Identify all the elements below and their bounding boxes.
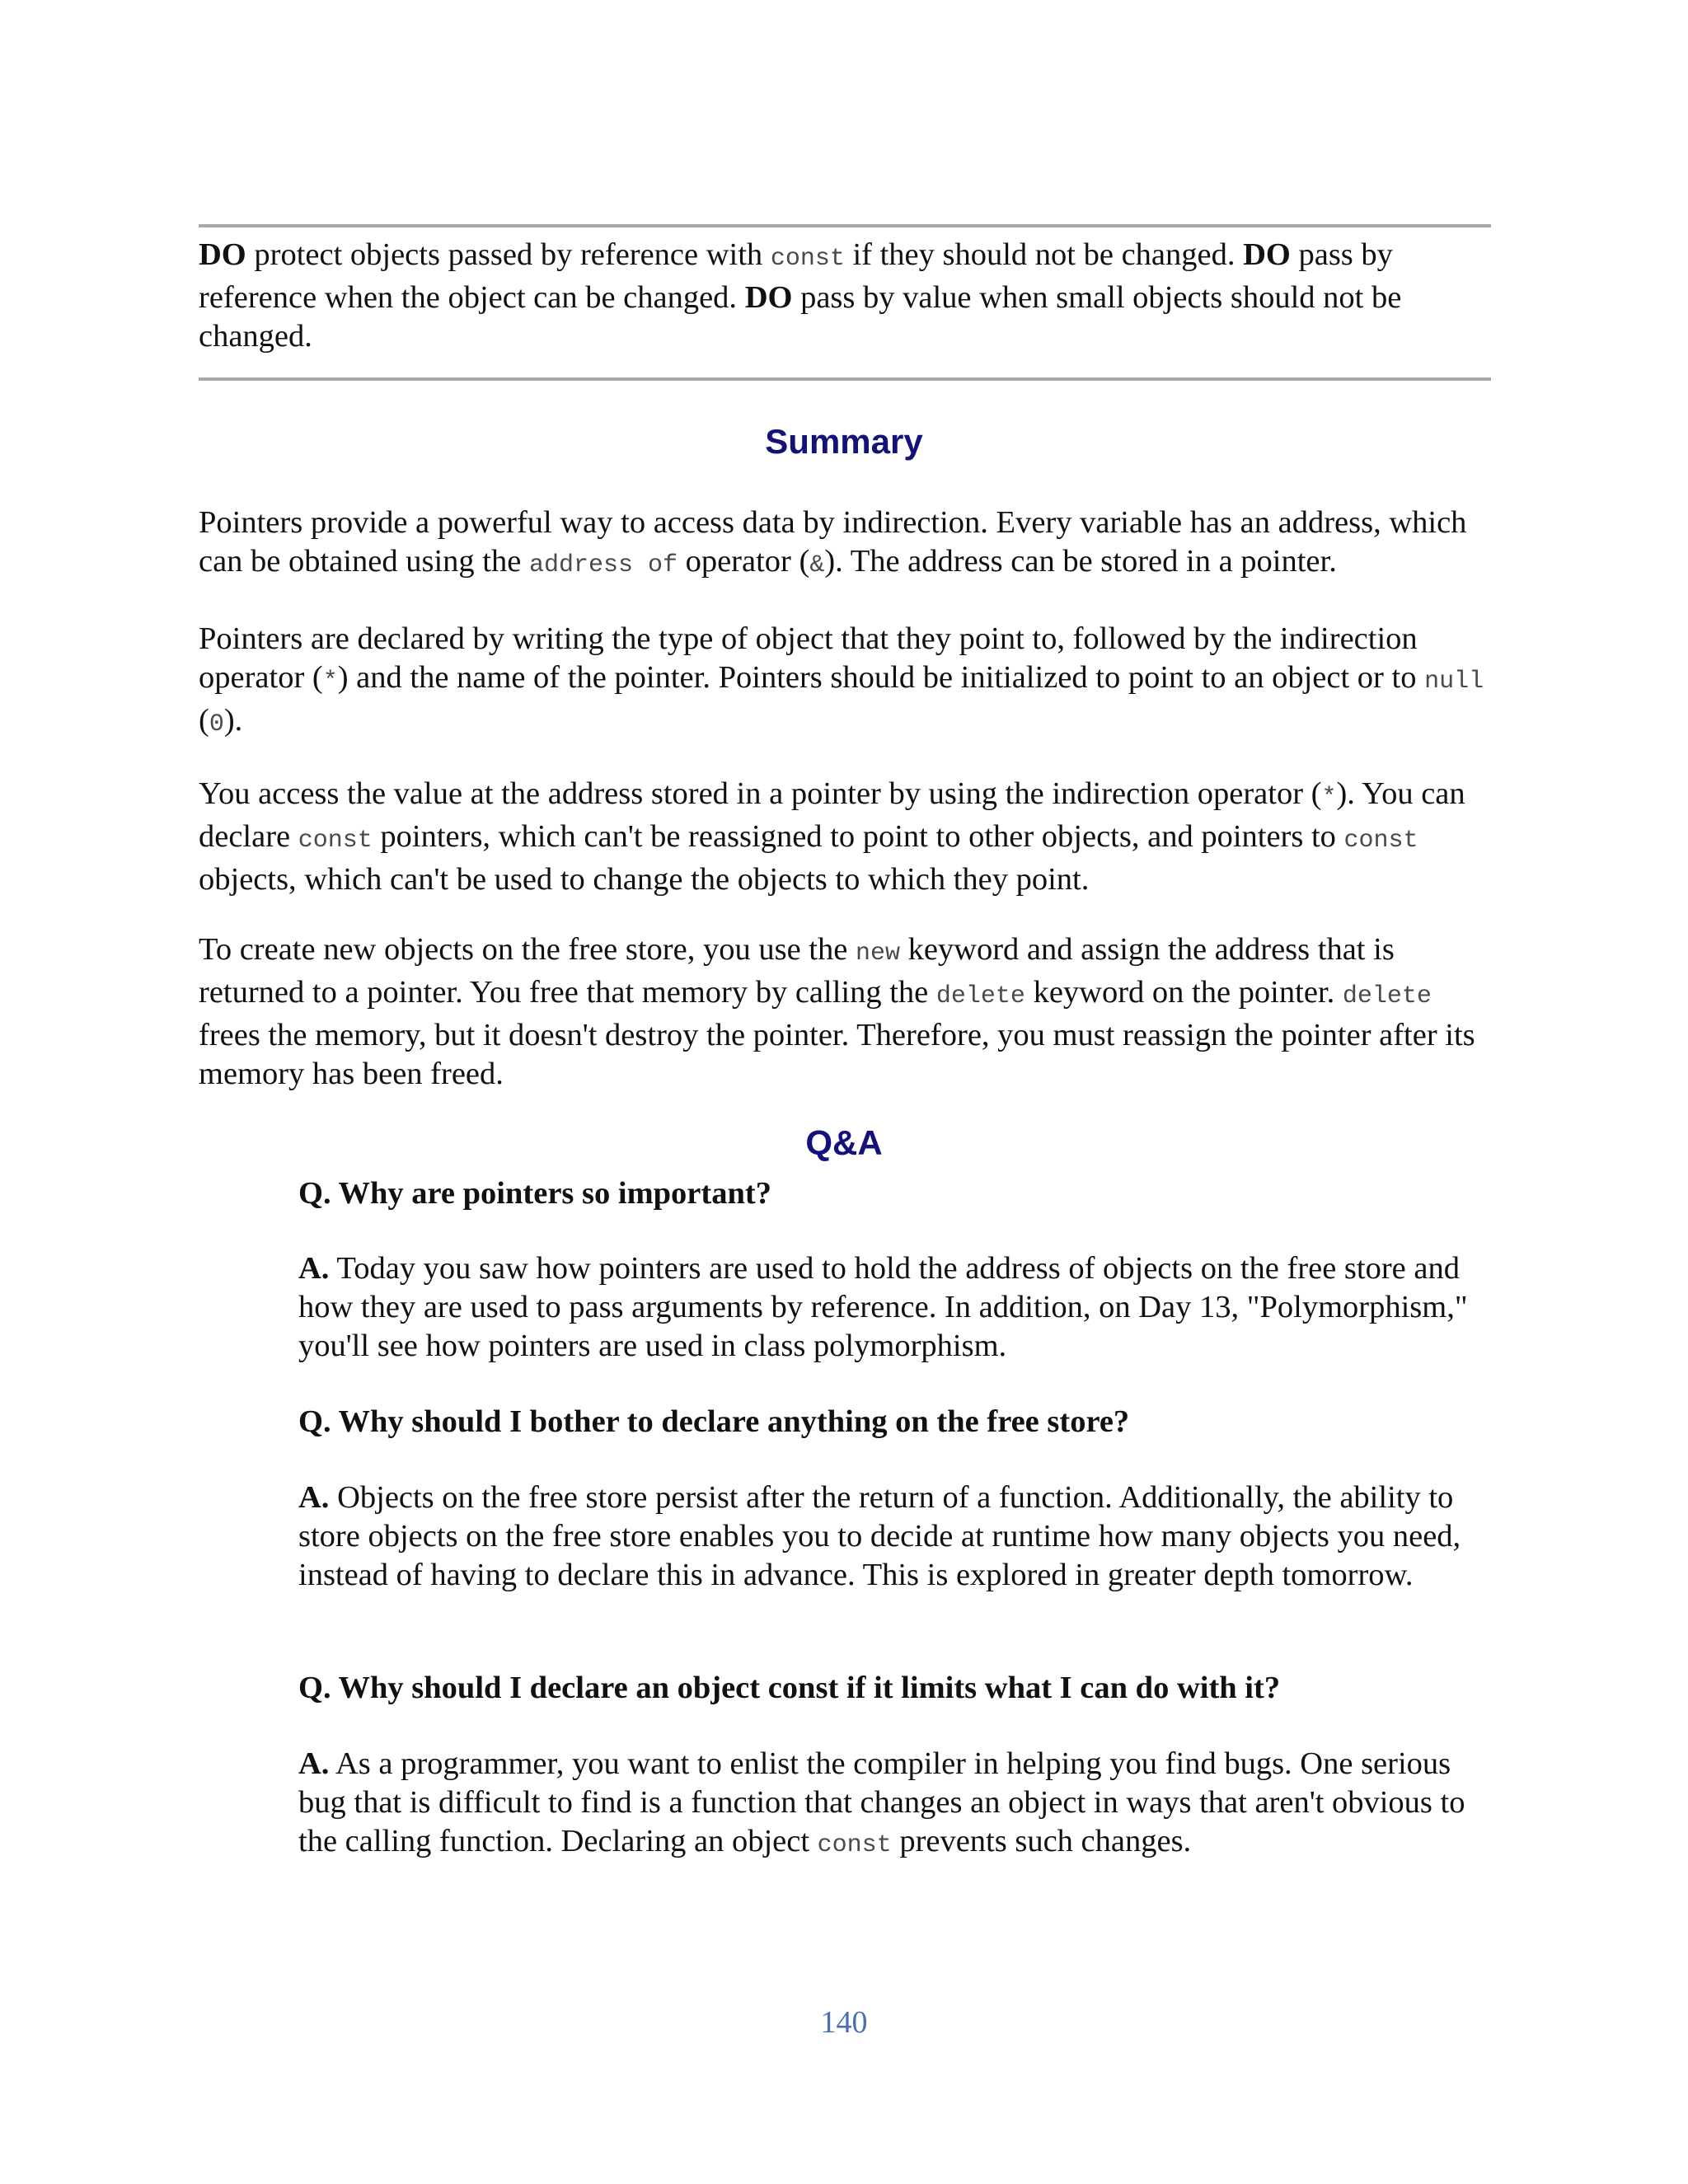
summary-paragraph-1: Pointers provide a powerful way to access data by indirection. Every variable has an address, which can be obtained using the address of operator (&). The address can be stored in a pointer. (199, 505, 1467, 579)
code-asterisk: * (322, 668, 338, 696)
code-const: const (298, 827, 373, 855)
answer-3: A. As a programmer, you want to enlist the compiler in helping you find bugs. One serious bug that is difficult to find is a function that changes an object in ways that aren't obvious to the calling function. Declaring an object const prevents such changes. (298, 1746, 1465, 1859)
do-label: DO (744, 280, 793, 315)
summary-paragraph-2: Pointers are declared by writing the type of object that they point to, followed by the indirection operator (*) and the name of the pointer. Pointers should be initialized to point to an object or to null (0). (199, 621, 1484, 738)
page-number: 140 (820, 2005, 868, 2040)
code-ampersand: & (809, 551, 825, 579)
code-asterisk: * (1321, 784, 1337, 812)
summary-paragraph-3: You access the value at the address stored in a pointer by using the indirection operator (*). You can declare const pointers, which can't be reassigned to point to other objects, and pointers to const objects, which can't be used to change the objects to which they point. (199, 776, 1465, 897)
summary-heading: Summary (765, 422, 923, 461)
summary-paragraph-4: To create new objects on the free store, you use the new keyword and assign the address that is returned to a pointer. You free that memory by calling the delete keyword on the pointer. delete frees the memory, but it doesn't destroy the pointer. Therefore, you must reassign the pointer after its memory has been freed. (199, 932, 1475, 1091)
code-delete: delete (935, 982, 1025, 1010)
code-const: const (1343, 827, 1418, 855)
do-box-text: DO protect objects passed by reference with const if they should not be changed. DO pass by reference when the object can be changed. DO pass by value when small objects should not be changed. (199, 237, 1402, 354)
answer-1: A. Today you saw how pointers are used to hold the address of objects on the free store and how they are used to pass arguments by reference. In addition, on Day 13, "Polymorphism," you'll see how pointers are used in class polymorphism. (298, 1251, 1468, 1363)
code-zero: 0 (209, 710, 224, 738)
answer-label: A. (298, 1480, 330, 1515)
bottom-divider (199, 377, 1491, 381)
question-1: Q. Why are pointers so important? (298, 1176, 771, 1211)
answer-label: A. (298, 1251, 330, 1286)
question-2: Q. Why should I bother to declare anything on the free store? (298, 1404, 1130, 1439)
code-delete: delete (1342, 982, 1432, 1010)
code-address-of: address of (528, 551, 678, 579)
code-const: const (770, 245, 845, 273)
code-new: new (855, 940, 900, 968)
question-3: Q. Why should I declare an object const if it limits what I can do with it? (298, 1671, 1281, 1705)
code-null: null (1424, 668, 1484, 696)
answer-2: A. Objects on the free store persist after the return of a function. Additionally, the ability to store objects on the free store enables you to decide at runtime how many objects you need, instead of having to declare this in advance. This is explored in greater depth tomorrow. (298, 1480, 1461, 1592)
do-label: DO (199, 237, 246, 272)
code-const: const (817, 1831, 892, 1859)
do-label: DO (1243, 237, 1291, 272)
top-divider (199, 224, 1491, 227)
qa-heading: Q&A (805, 1123, 883, 1162)
answer-label: A. (298, 1746, 330, 1781)
